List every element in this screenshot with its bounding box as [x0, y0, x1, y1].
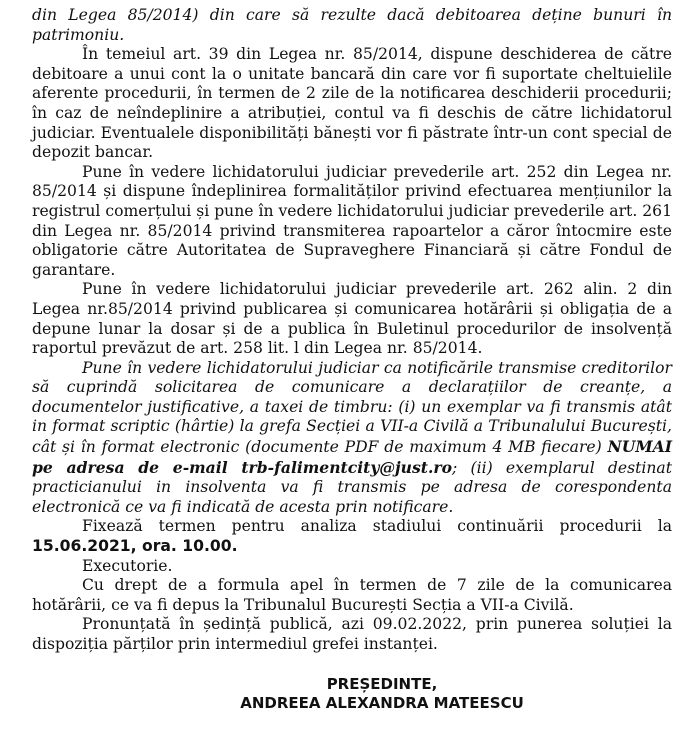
term-date: 15.06.2021, ora. 10.00. [32, 537, 238, 556]
notifications-email-emphasis: NUMAI pe adresa de e-mail trb-falimentcity@just.ro [32, 437, 672, 477]
paragraph-publication: Pune în vedere lichidatorului judiciar prevederile art. 262 alin. 2 din Legea nr.85/2014 privind publicarea și comunicarea hotărârii și obligația de a depune lunar la dosar și de a publica în Buletinul procedurilor de insolvență raportul prevăzut de art. 258 lit. l din Legea nr. 85/2014. [32, 280, 672, 358]
paragraph-pronounced: Pronunțată în ședință publică, azi 09.02.2022, prin punerea soluției la dispoziția părților prin intermediul grefei instanței. [32, 615, 672, 653]
signature-name: ANDREEA ALEXANDRA MATEESCU [240, 694, 524, 713]
notifications-text-c: ; (ii) exemplarul destinat practicianului in insolventa va fi transmis pe adresa de corespondenta electronică ce va fi indicată de acesta prin notificare. [32, 458, 672, 516]
paragraph-appeal: Cu drept de a formula apel în termen de 7 zile de la comunicarea hotărârii, ce va fi depus la Tribunalul București Secția a VII-a Civilă. [32, 576, 672, 614]
paragraph-registry-formalities: Pune în vedere lichidatorului judiciar prevederile art. 252 din Legea nr. 85/2014 și dispune îndeplinirea formalităților privind efectuarea mențiunilor la registrul comerțului și pune în vedere lichidatorului judiciar prevederile art. 261 din Legea nr. 85/2014 privind transmiterea rapoartelor a căror întocmire este obligatorie către Autoritatea de Supraveghere Financiară și către Fondul de garantare. [32, 162, 672, 279]
notifications-text-a: Pune în vedere lichidatorului judiciar ca notificările transmise creditorilor să cuprindă solicitarea de comunicare a declarațiilor de creanțe, a documentelor justificative, a taxei de timbru: (i) un exemplar va fi transmis atât in format scriptic (hârtie) la grefa Secției a VII-a Civilă a Tribunalului București, cât și în format electronic (documente PDF de maximum 4 MB fiecare) [32, 358, 672, 457]
signature-role: PREȘEDINTE, [326, 674, 438, 693]
paragraph-term [32, 517, 672, 556]
paragraph-bank-account: În temeiul art. 39 din Legea nr. 85/2014, dispune deschiderea de către debitoare a unui cont la o unitate bancară din care vor fi suportate cheltuielile aferente procedurii, în termen de 2 zile de la notificarea deschiderii procedurii; în caz de neîndeplinire a atribuției, contul va fi deschis de către lichidatorul judiciar. Eventualele disponibilități bănești vor fi păstrate într-un cont special de depozit bancar. [32, 45, 672, 162]
term-text: Fixează termen pentru analiza stadiului continuării procedurii la [82, 517, 672, 536]
paragraph-notifications [32, 359, 672, 518]
signature-block [92, 675, 672, 714]
paragraph-executory: Executorie. [82, 556, 173, 575]
paragraph-continuation: din Legea 85/2014) din care să rezulte dacă debitoarea deține bunuri în patrimoniu. [32, 6, 672, 44]
